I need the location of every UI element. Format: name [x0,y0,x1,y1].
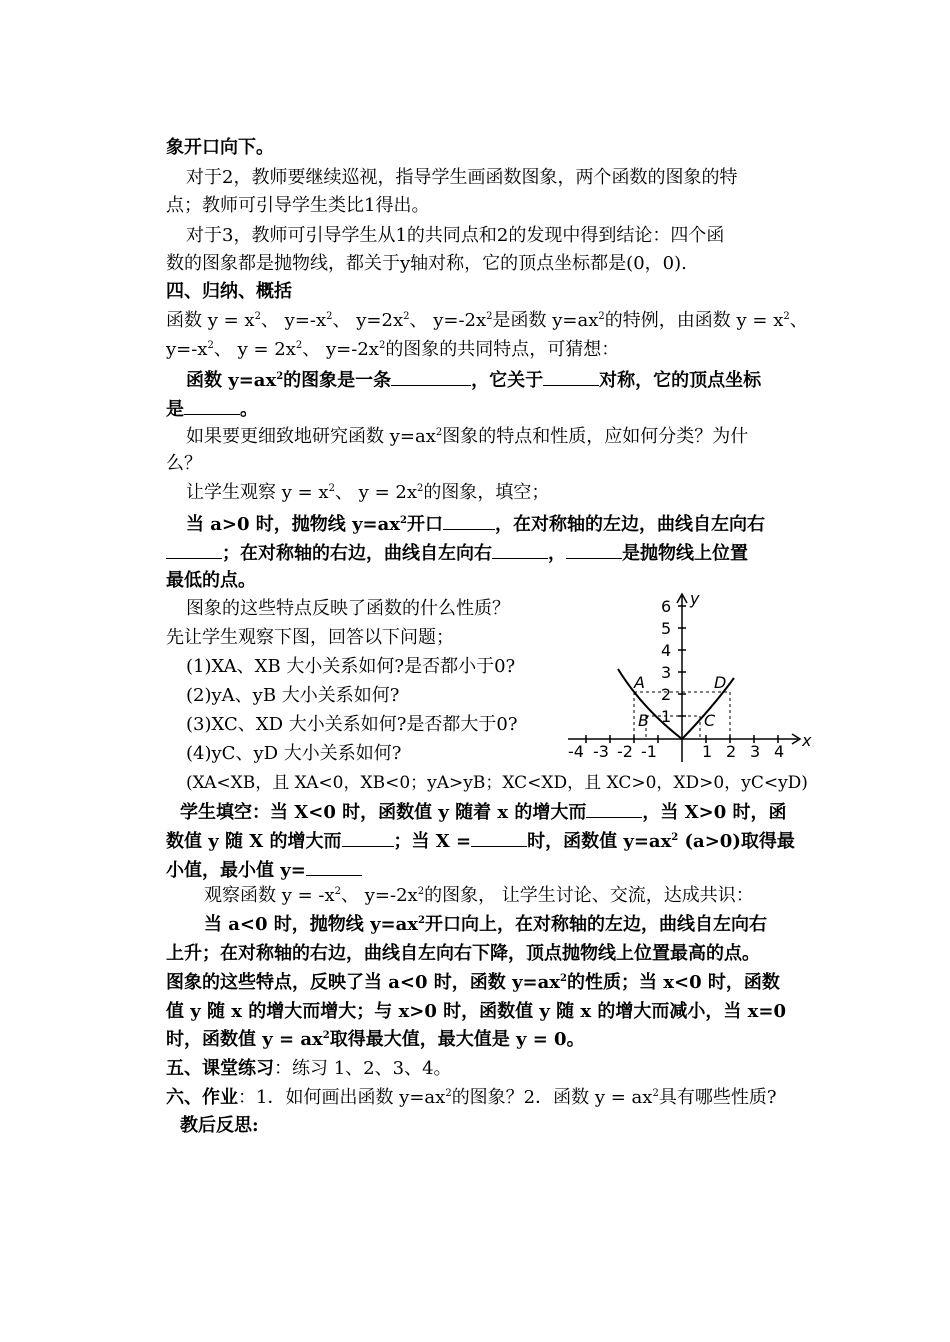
text-line: 函数 $y = x^2$、 $y=-x^2$、 $y=2x^2$、 $y=-2x^2$是函数 $y=ax^2$的特例，由函数 $y = x^2$、 [166,310,808,331]
y-tick-label: 4 [661,641,672,660]
fill-blank[interactable] [306,857,362,876]
answer-line: (XA<XB，且 XA<0，XB<0；yA>yB；XC<XD，且 XC>0，XD>0，yC<yD) [186,773,808,793]
point-label-c: C [704,711,716,730]
fill-blank[interactable] [184,396,240,415]
point-label-b: B [638,711,649,730]
y-axis-label: y [690,589,700,608]
fill-blank[interactable] [443,511,495,530]
reflection-heading: 教后反思: [180,1115,259,1136]
text-line: 么？ [166,453,202,474]
y-tick-label: 3 [661,663,672,682]
text-line: 当 a>0 时，抛物线 $y=ax^2$开口 ，在对称轴的左边，曲线自左向右 [186,511,765,537]
text-line: 对于3，教师可引导学生从1的共同点和2的发现中得到结论：四个函 [186,225,725,246]
text-line: 如果要更细致地研究函数 $y=ax^2$图象的特点和性质，应如何分类？为什 [186,426,749,447]
text-line: 上升；在对称轴的右边，曲线自左向右下降，顶点抛物线上位置最高的点。 [166,943,760,964]
fill-blank[interactable] [566,540,622,559]
text-line: 数的图象都是抛物线，都关于y轴对称，它的顶点坐标都是(0，0). [166,253,687,274]
text-line: 先让学生观察下图，回答以下问题； [166,627,454,648]
y-tick-label: 5 [661,619,672,638]
text-line: 对于2，教师要继续巡视，指导学生画函数图象，两个函数的图象的特 [186,167,738,188]
x-tick-label: 4 [774,742,785,761]
text-line: 小值，最小值 y= [166,857,362,883]
x-axis-label: x [802,731,812,750]
text-line: 让学生观察 $y = x^2$、 $y = 2x^2$的图象，填空； [186,482,550,503]
question-item: (1)XA、XB 大小关系如何?是否都小于0? [186,656,516,677]
section-heading: 五、课堂练习：练习 1、2、3、4。 [166,1058,452,1079]
y-tick-label: 6 [661,597,672,616]
fill-blank[interactable] [391,367,471,386]
text-line: 点；教师可引导学生类比1得出。 [166,195,430,216]
fill-blank[interactable] [543,367,599,386]
point-label-d: D [714,673,727,692]
section-heading: 四、归纳、概括 [166,281,292,302]
x-tick-label: 2 [726,742,737,761]
text-line: $y=-x^2$、 $y = 2x^2$、 $y=-2x^2$的图象的共同特点，可猜想： [166,339,620,360]
text-line: 值 y 随 x 的增大而增大；与 x>0 时，函数值 y 随 x 的增大而减小，当 x=0 [166,1001,786,1022]
text-line: ；在对称轴的右边，曲线自左向右 ， 是抛物线上位置 [166,540,748,566]
fill-blank[interactable] [342,828,394,847]
text-line: 当 a<0 时，抛物线 $y=ax^2$开口向上，在对称轴的左边，曲线自左向右 [204,914,767,935]
text-line: 是 。 [166,396,258,422]
text-line: 观察函数 $y = -x^2$、 $y=-2x^2$的图象， 让学生讨论、交流，达成共识： [204,885,754,906]
question-item: (2)yA、yB 大小关系如何? [186,685,400,706]
text-line: 图象的这些特点反映了函数的什么性质？ [186,598,510,619]
fill-blank[interactable] [471,828,527,847]
x-tick-label: -4 [568,742,584,761]
y-tick-label: 1 [661,707,672,726]
x-tick-label: 3 [750,742,761,761]
fill-blank[interactable] [586,799,642,818]
parabola-figure [562,588,822,766]
x-tick-label: 1 [702,742,713,761]
text-line: 数值 y 随 X 的增大而 ；当 X = 时，函数值 $y=ax^2$ (a>0)取得最 [166,828,795,854]
x-tick-label: -2 [617,742,633,761]
x-tick-label: -1 [641,742,657,761]
text-line: 图象的这些特点，反映了当 a<0 时，函数 $y=ax^2$的性质；当 x<0 时，函数 [166,972,780,993]
text-line: 象开口向下。 [166,137,274,158]
fill-blank[interactable] [492,540,548,559]
question-item: (4)yC、yD 大小关系如何? [186,743,402,764]
y-tick-label: 2 [661,685,672,704]
text-line: 函数 $y=ax^2$的图象是一条 ，它关于 对称，它的顶点坐标 [186,367,761,393]
text-line: 学生填空：当 X<0 时，函数值 y 随着 x 的增大而 ，当 X>0 时，函 [180,799,786,825]
question-item: (3)XC、XD 大小关系如何?是否都大于0? [186,714,518,735]
fill-blank[interactable] [166,540,222,559]
point-label-a: A [634,673,645,692]
x-tick-label: -3 [593,742,609,761]
section-heading: 六、作业：1．如何画出函数 $y=ax^2$的图象？2．函数 $y = ax^2$具有哪些性质? [166,1087,777,1108]
text-line: 最低的点。 [166,570,256,591]
text-line: 时，函数值 $y = ax^2$取得最大值，最大值是 y = 0。 [166,1029,585,1050]
